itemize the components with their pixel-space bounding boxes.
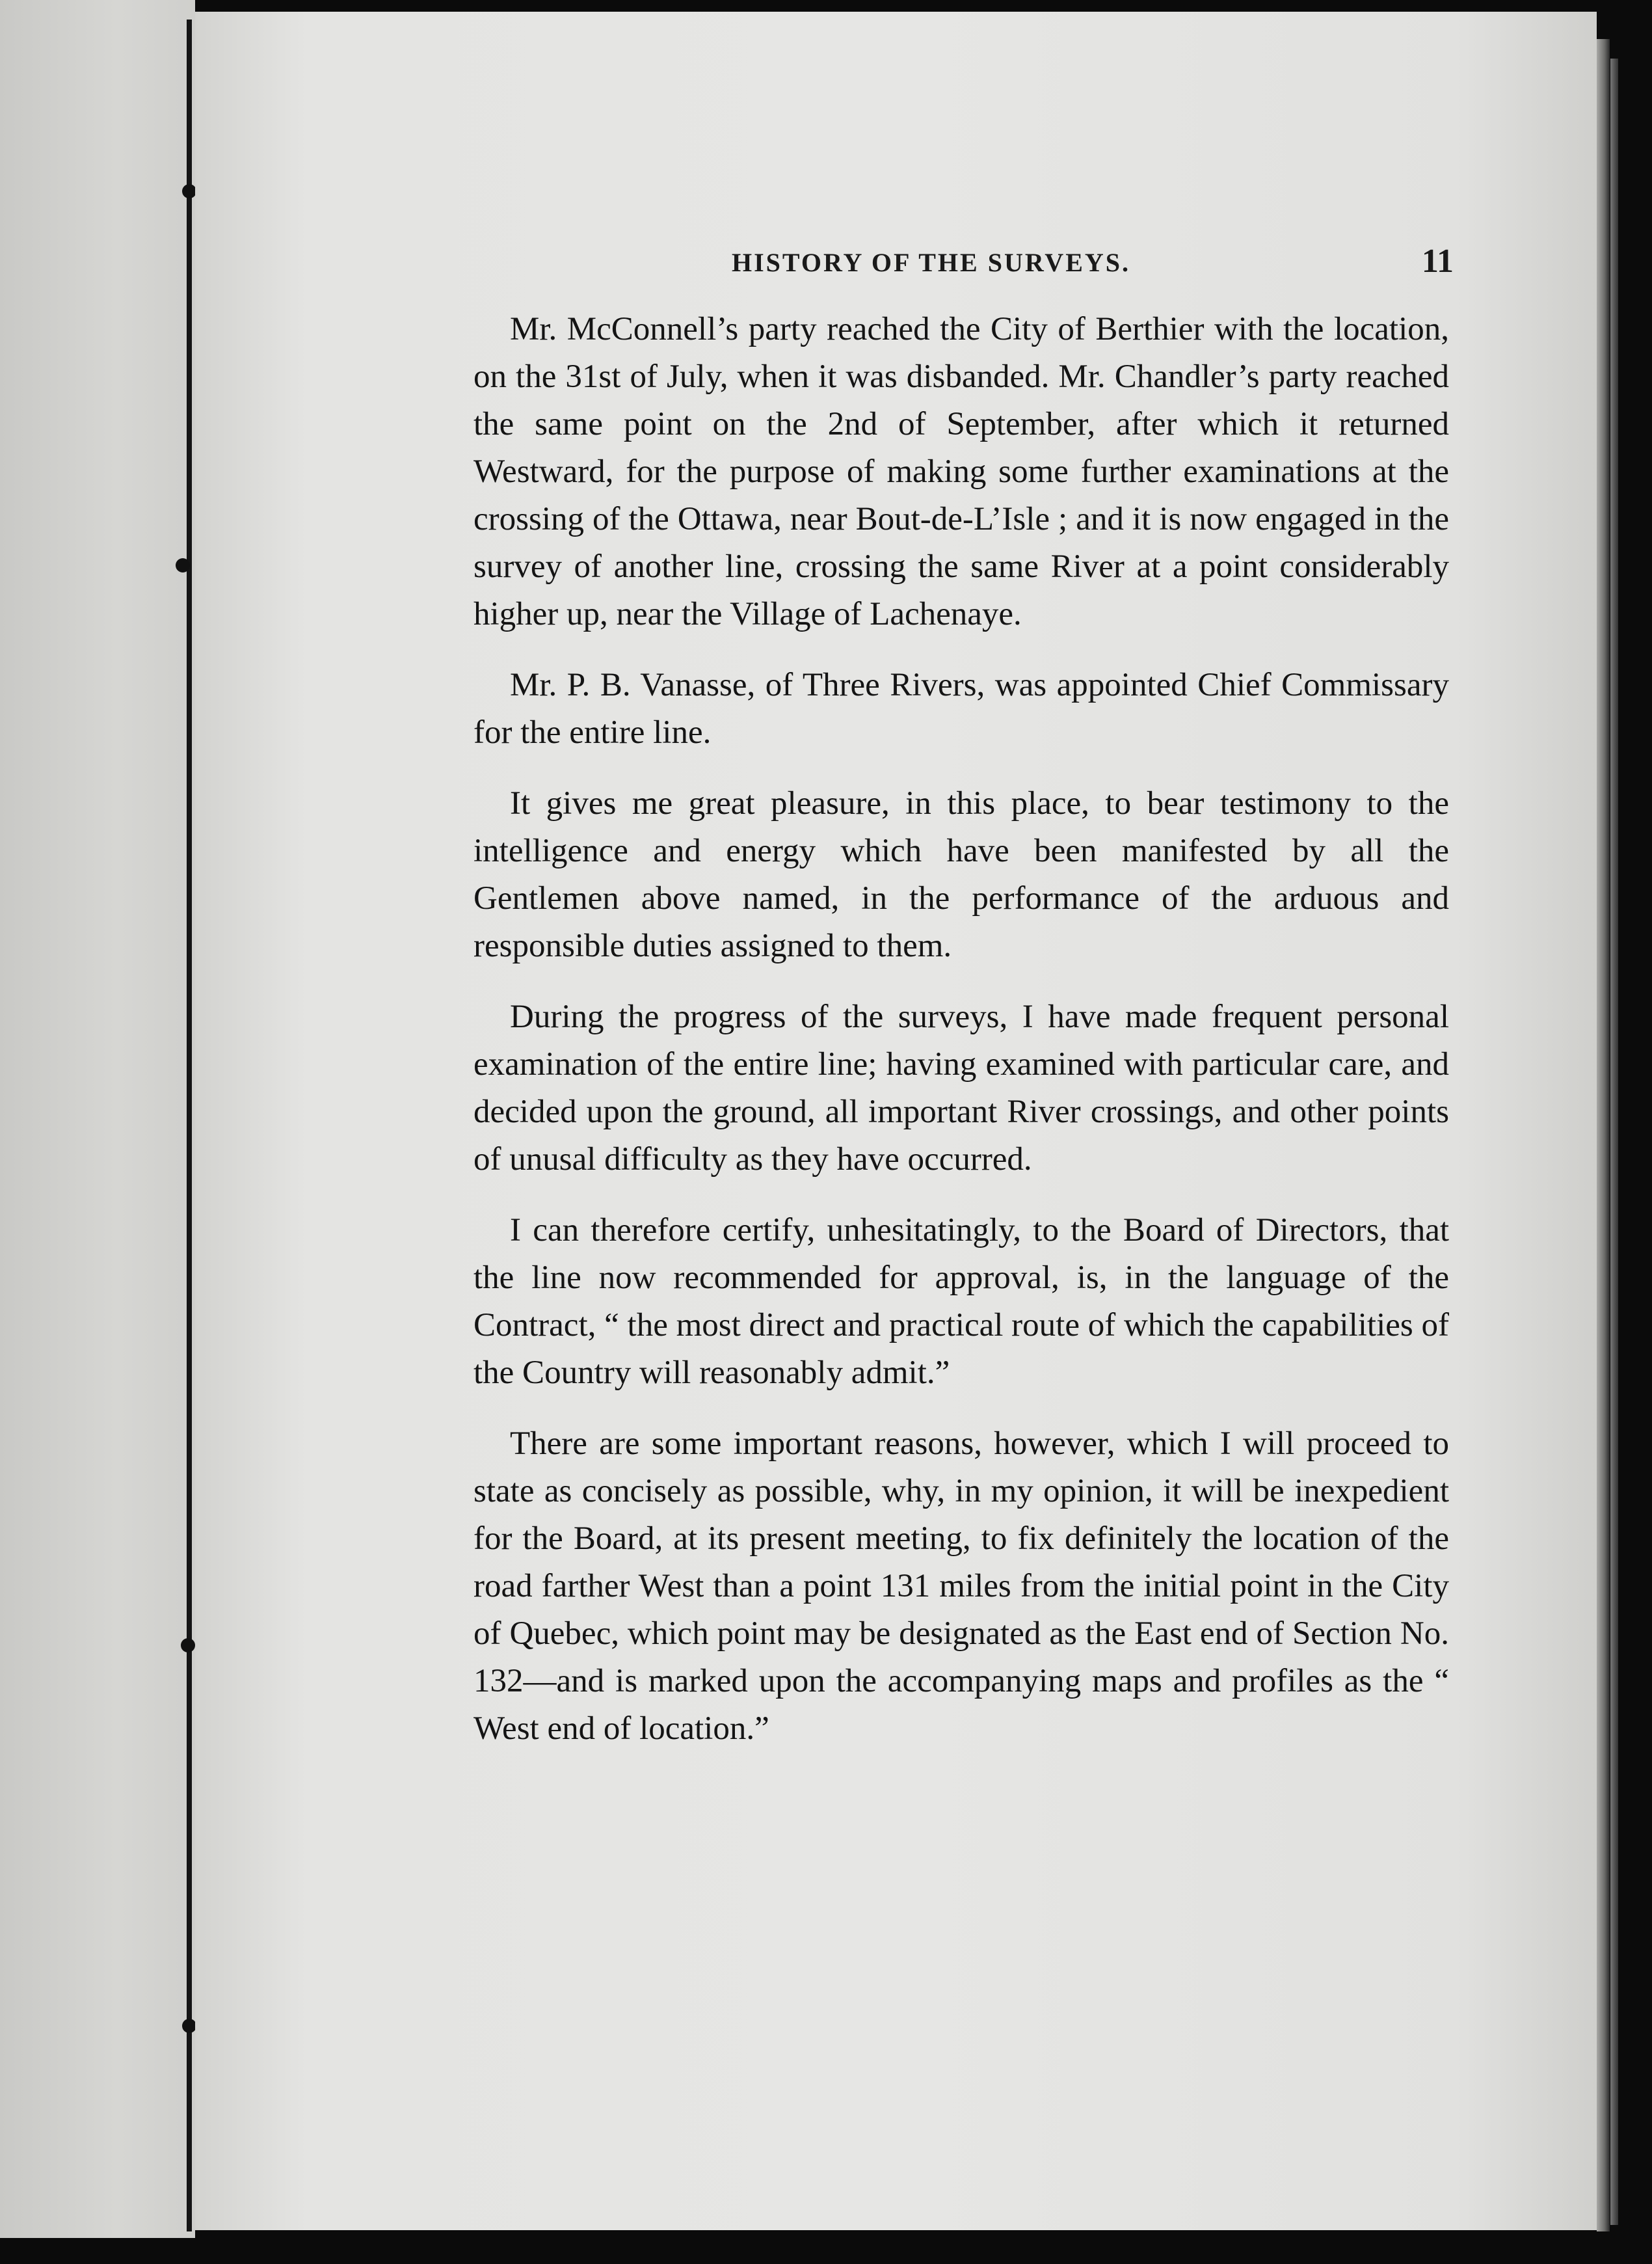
page-edge-shadow — [1610, 59, 1618, 2225]
stitch-hole — [182, 2019, 196, 2033]
binding-gutter — [0, 0, 195, 2238]
paragraph: I can therefore certify, unhesitatingly, to the Board of Directors, that the line now recommended for approval, is, in the language of the Contract, “ the most direct and practical route of which the capabilities of the Country will reasonably admit.” — [473, 1212, 1449, 1391]
paragraph: During the progress of the surveys, I have made frequent personal examination of the entire line; having examined with particular care, and decided upon the ground, all important River crossings, and other points of unusal difficulty as they have occurred. — [473, 999, 1449, 1178]
stitch-hole — [181, 1638, 195, 1652]
body-text — [473, 306, 1449, 1776]
paragraph: It gives me great pleasure, in this place, to bear testimony to the intelligence and energy which have been manifested by all the Gentlemen above named, in the performance of the arduous and responsible duties assigned to them. — [473, 785, 1449, 964]
paragraph: Mr. McConnell’s party reached the City of Berthier with the location, on the 31st of July, when it was disbanded. Mr. Chandler’s party reached the same point on the 2nd of September, after which it returned Westward, for the purpose of making some further examinations at the crossing of the Ottawa, near Bout-de-L’Isle ; and it is now engaged in the survey of another line, crossing the same River at a point considerably higher up, near the Village of Lachenaye. — [473, 311, 1449, 632]
page-edge-shadow — [1597, 39, 1610, 2231]
paragraph: There are some important reasons, however, which I will proceed to state as concisely as possible, why, in my opinion, it will be inexpedient for the Board, at its present meeting, to fix definitely the location of the road farther West than a point 131 miles from the initial point in the City of Quebec, which point may be designated as the East end of Section No. 132—and is marked upon the accompanying maps and profiles as the “ West end of location.” — [473, 1425, 1449, 1747]
binding-thread — [187, 20, 192, 2231]
stitch-hole — [182, 184, 196, 198]
running-head: HISTORY OF THE SURVEYS. — [732, 248, 1131, 277]
paragraph: Mr. P. B. Vanasse, of Three Rivers, was appointed Chief Commissary for the entire line. — [473, 667, 1449, 751]
page-header — [732, 243, 1454, 286]
page-number: 11 — [1421, 243, 1454, 280]
stitch-hole — [176, 558, 190, 573]
